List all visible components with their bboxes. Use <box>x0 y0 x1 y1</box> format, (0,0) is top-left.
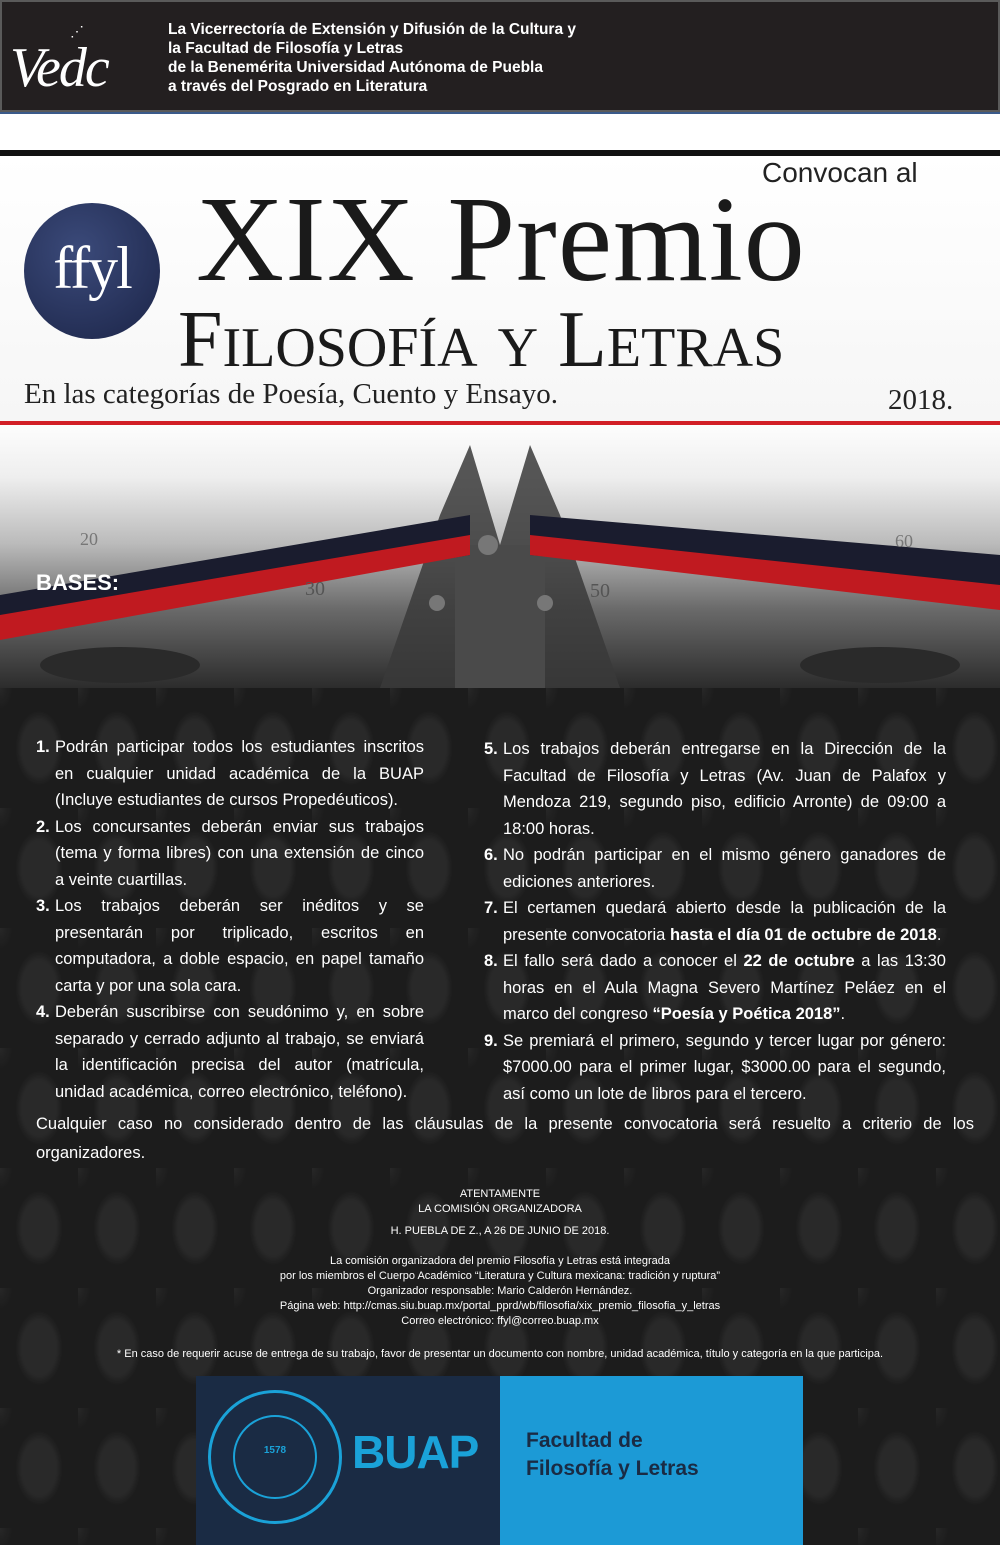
info-line: por los miembros el Cuerpo Académico “Literatura y Cultura mexicana: tradición y ruptura” <box>279 1270 721 1282</box>
info-block <box>0 1254 1000 1329</box>
ffyl-logo: ffyl <box>24 203 160 339</box>
page-title: XIX Premio <box>196 172 806 307</box>
organizers-text <box>168 20 576 96</box>
closing-paragraph: Cualquier caso no considerado dentro de las cláusulas de la presente convocatoria será resuelto a criterio de los organizadores. <box>36 1115 974 1162</box>
svg-text:60: 60 <box>895 531 913 551</box>
list-item: 3. Los trabajos deberán ser inéditos y se presentarán por triplicado, escritos en computadora, a doble espacio, en papel tamaño carta y por una sola cara. <box>36 897 424 995</box>
seal-year: 1578 <box>263 1445 287 1456</box>
categories-text: En las categorías de Poesía, Cuento y Ensayo. <box>24 378 558 410</box>
list-item: 8. El fallo será dado a conocer el 22 de octubre a las 13:30 horas en el Aula Magna Severo Martínez Peláez en el marco del congreso “Poesía y Poética 2018”. <box>484 952 946 1023</box>
svg-text:20: 20 <box>80 529 98 549</box>
list-item: 2. Los concursantes deberán enviar sus trabajos (tema y forma libres) con una extensión de cinco a veinte cuartillas. <box>36 817 424 889</box>
organizer-line-4: a través del Posgrado en Literatura <box>168 78 428 95</box>
atentamente-text: ATENTAMENTE <box>459 1188 541 1200</box>
divider-line <box>0 112 1000 114</box>
typewriter-illustration <box>0 425 1000 688</box>
list-item: 1. Podrán participar todos los estudiantes inscritos en cualquier unidad académica de la BUAP (Incluye estudiantes de cursos Propedéuticos). <box>36 738 424 809</box>
organizer-line-3: de la Benemérita Universidad Autónoma de Puebla <box>168 59 543 76</box>
year-text: 2018. <box>888 384 954 416</box>
page-subtitle: Filosofía y Letras <box>178 296 785 384</box>
website-link[interactable]: Página web: http://cmas.siu.buap.mx/portal_pprd/wb/filosofia/xix_premio_filosofia_y_letras <box>279 1300 721 1312</box>
comision-text: LA COMISIÓN ORGANIZADORA <box>418 1203 582 1215</box>
place-date: H. PUEBLA DE Z., A 26 DE JUNIO DE 2018. <box>390 1225 610 1237</box>
organizer-line-1: La Vicerrectoría de Extensión y Difusión de la Cultura y <box>168 21 577 38</box>
list-item: 6. No podrán participar en el mismo género ganadores de ediciones anteriores. <box>484 846 946 891</box>
facultad-name: Facultad de Filosofía y Letras <box>526 1429 699 1480</box>
vedc-logo: Vedc ⋰ <box>10 25 108 99</box>
list-item: 5. Los trabajos deberán entregarse en la Dirección de la Facultad de Filosofía y Letras (Av. Juan de Palafox y Mendoza 219, segundo piso, edificio Arronte) de 09:00 a 18:00 horas. <box>484 740 946 838</box>
list-item: 9. Se premiará el primero, segundo y tercer lugar por género: $7000.00 para el primer lugar, $3000.00 para el segundo, así como un lote de libros para el tercero. <box>484 1031 946 1103</box>
svg-text:50: 50 <box>590 580 610 602</box>
footnote: * En caso de requerir acuse de entrega de su trabajo, favor de presentar un documento con nombre, unidad académica, título y categoría en la que participa. <box>116 1348 884 1360</box>
list-item: 4. Deberán suscribirse con seudónimo y, en sobre separado y cerrado adjunto al trabajo, se enviará la identificación precisa del autor (matrícula, unidad académica, correo electrónico, teléfono). <box>36 1003 424 1101</box>
buap-wordmark: BUAP <box>352 1426 479 1478</box>
info-line: Organizador responsable: Mario Calderón Hernández. <box>367 1285 633 1297</box>
divider-strip <box>0 112 1000 150</box>
signature-block <box>0 1187 1000 1217</box>
info-line: La comisión organizadora del premio Filosofía y Letras está integrada <box>330 1255 670 1267</box>
list-item: 7. El certamen quedará abierto desde la publicación de la presente convocatoria hasta el día 01 de octubre de 2018. <box>484 899 946 944</box>
bases-left-column <box>36 734 424 1105</box>
svg-text:30: 30 <box>305 578 325 600</box>
header-bar <box>0 0 1000 112</box>
organizer-line-2: la Facultad de Filosofía y Letras <box>168 40 404 57</box>
bases-right-column <box>484 736 946 1107</box>
email-link[interactable]: Correo electrónico: ffyl@correo.buap.mx <box>401 1315 599 1327</box>
congress-name: “Poesía y Poética 2018” <box>652 1005 841 1023</box>
buap-seal-icon <box>208 1390 342 1524</box>
result-date: 22 de octubre <box>743 952 855 970</box>
convocan-text: Convocan al <box>762 157 918 188</box>
deadline-date: hasta el día 01 de octubre de 2018 <box>669 925 937 944</box>
bases-heading: BASES: <box>36 570 120 595</box>
typewriter-photo <box>0 425 1000 688</box>
